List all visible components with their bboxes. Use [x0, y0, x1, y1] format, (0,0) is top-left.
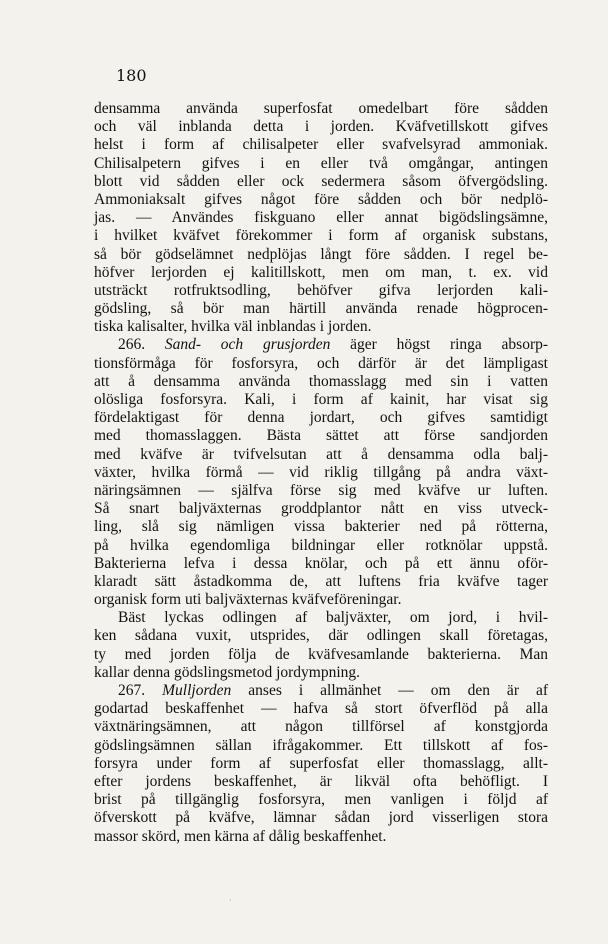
line-text: brist på tillgänglig fosforsyra, men vanligen i följd af	[94, 791, 548, 809]
page-number: 180	[116, 66, 147, 85]
text-line	[94, 500, 548, 518]
body-text	[94, 100, 548, 846]
line-text: massor skörd, men kärna af dålig beskaffenhet.	[94, 827, 387, 845]
text-line	[94, 282, 548, 300]
line-text: forsyra under form af superfosfat eller thomasslagg, allt-	[94, 754, 548, 772]
line-text: fördelaktigast för denna jordart, och gifves samtidigt	[94, 409, 548, 427]
line-text: Bäst lyckas odlingen af baljväxter, om jord, i hvil-	[118, 609, 548, 627]
line-text: öfverskott på kväfve, lämnar sådan jord visserligen stora	[94, 809, 548, 827]
text-line	[94, 537, 548, 555]
line-text: i hvilket kväfvet förekommer i form af organisk substans,	[94, 227, 548, 245]
text-line	[94, 464, 548, 482]
line-text: Så snart baljväxternas groddplantor nått en viss utveck-	[94, 500, 548, 518]
text-line	[94, 791, 548, 809]
line-text: helst i form af chilisalpeter eller svafvelsyrad ammoniak.	[94, 136, 548, 154]
line-text: att å densamma använda thomasslagg med sin i vatten	[94, 372, 548, 390]
line-text: Chilisalpetern gifves i en eller två omgångar, antingen	[94, 154, 548, 172]
section-heading: Mulljorden	[162, 682, 232, 699]
line-text: ken sådana vuxit, utsprides, där odlingen skall företagas,	[94, 627, 548, 645]
line-text: höfver lerjorden ej kalitillskott, men om man, t. ex. vid	[94, 263, 548, 281]
line-text: gödsling, så bör man härtill använda renade högprocen-	[94, 300, 548, 318]
text-line	[94, 118, 548, 136]
text-line	[94, 682, 548, 700]
line-text: tionsförmåga för fosforsyra, och därför är det lämpligast	[94, 354, 548, 372]
line-text: näringsämnen — själfva förse sig med kväfve ur luften.	[94, 481, 548, 499]
line-text: med kväfve är tvifvelsutan att å densamma odla balj-	[94, 445, 548, 463]
text-line	[94, 300, 548, 318]
text-line	[94, 355, 548, 373]
text-line	[94, 136, 548, 154]
paragraph-number: 266.	[118, 336, 165, 354]
text-line	[94, 646, 548, 664]
line-text: växtnäringsämnen, att någon tillförsel af konstgjorda	[94, 718, 548, 736]
section-heading: Sand- och grusjorden	[164, 336, 331, 354]
text-line	[94, 555, 548, 573]
line-text: utsträckt rotfruktsodling, behöfver gifva lerjorden kali-	[94, 281, 548, 299]
line-text: ling, slå sig nämligen vissa bakterier ned på rötterna,	[94, 518, 548, 536]
text-line	[94, 518, 548, 536]
text-line	[94, 573, 548, 591]
line-text: Ammoniaksalt gifves något före sådden och bör nedplö-	[94, 190, 548, 208]
line-text: olösliga fosforsyra. Kali, i form af kainit, har visat sig	[94, 391, 548, 408]
text-line	[94, 609, 548, 627]
line-text: äger högst ringa absorp-	[350, 336, 549, 354]
ink-speck: ·	[229, 896, 232, 905]
text-line	[94, 664, 548, 682]
line-text: blott vid sådden eller ock sedermera såsom öfvergödsling.	[94, 172, 548, 190]
text-line	[94, 809, 548, 827]
text-line	[94, 409, 548, 427]
line-text: kallar denna gödslingsmetod jordympning.	[94, 663, 361, 681]
line-text: anses i allmänhet — om den är af	[248, 682, 549, 699]
line-text: organisk form uti baljväxternas kväfveföreningar.	[94, 591, 402, 609]
line-text: på hvilka egendomliga bildningar eller rotknölar uppstå.	[94, 536, 548, 554]
text-line	[94, 209, 548, 227]
line-text: tiska kalisalter, hvilka väl inblandas i jorden.	[94, 318, 372, 336]
text-line	[94, 318, 548, 336]
text-line	[94, 227, 548, 245]
text-line	[94, 755, 548, 773]
text-line	[94, 718, 548, 736]
text-line	[94, 828, 548, 846]
line-text: jas. — Användes fiskguano eller annat bigödslingsämne,	[94, 209, 548, 227]
line-text: gödslingsämnen sällan ifrågakommer. Ett tillskott af fos-	[94, 736, 548, 754]
line-text: Bakterierna lefva i dessa knölar, och på ett ännu oför-	[94, 554, 548, 572]
line-text: densamma använda superfosfat omedelbart före sådden	[94, 100, 548, 117]
text-line	[94, 264, 548, 282]
text-line	[94, 100, 548, 118]
line-text: godartad beskaffenhet — hafva så stort öfverflöd på alla	[94, 700, 548, 718]
text-line	[94, 191, 548, 209]
text-line	[94, 336, 548, 354]
line-text: så bör gödselämnet nedplöjas långt före sådden. I regel be-	[94, 245, 548, 263]
line-text: ty med jorden följa de kväfvesamlande bakterierna. Man	[94, 645, 548, 663]
line-text: växter, hvilka förmå — vid riklig tillgång på andra växt-	[94, 463, 548, 481]
text-line	[94, 373, 548, 391]
text-line	[94, 427, 548, 445]
line-text: efter jordens beskaffenhet, är likväl ofta behöfligt. I	[94, 772, 548, 790]
paragraph-number: 267.	[118, 682, 163, 699]
text-line	[94, 391, 548, 409]
text-line	[94, 155, 548, 173]
text-line	[94, 700, 548, 718]
text-line	[94, 446, 548, 464]
text-line	[94, 627, 548, 645]
line-text: klaradt sätt åstadkomma de, att luftens fria kväfve tager	[94, 572, 548, 590]
text-line	[94, 591, 548, 609]
text-line	[94, 737, 548, 755]
text-line	[94, 173, 548, 191]
text-line	[94, 482, 548, 500]
text-line	[94, 246, 548, 264]
text-line	[94, 773, 548, 791]
line-text: och väl inblanda detta i jorden. Kväfvetillskott gifves	[94, 118, 548, 136]
line-text: med thomasslaggen. Bästa sättet att förse sandjorden	[94, 427, 548, 445]
